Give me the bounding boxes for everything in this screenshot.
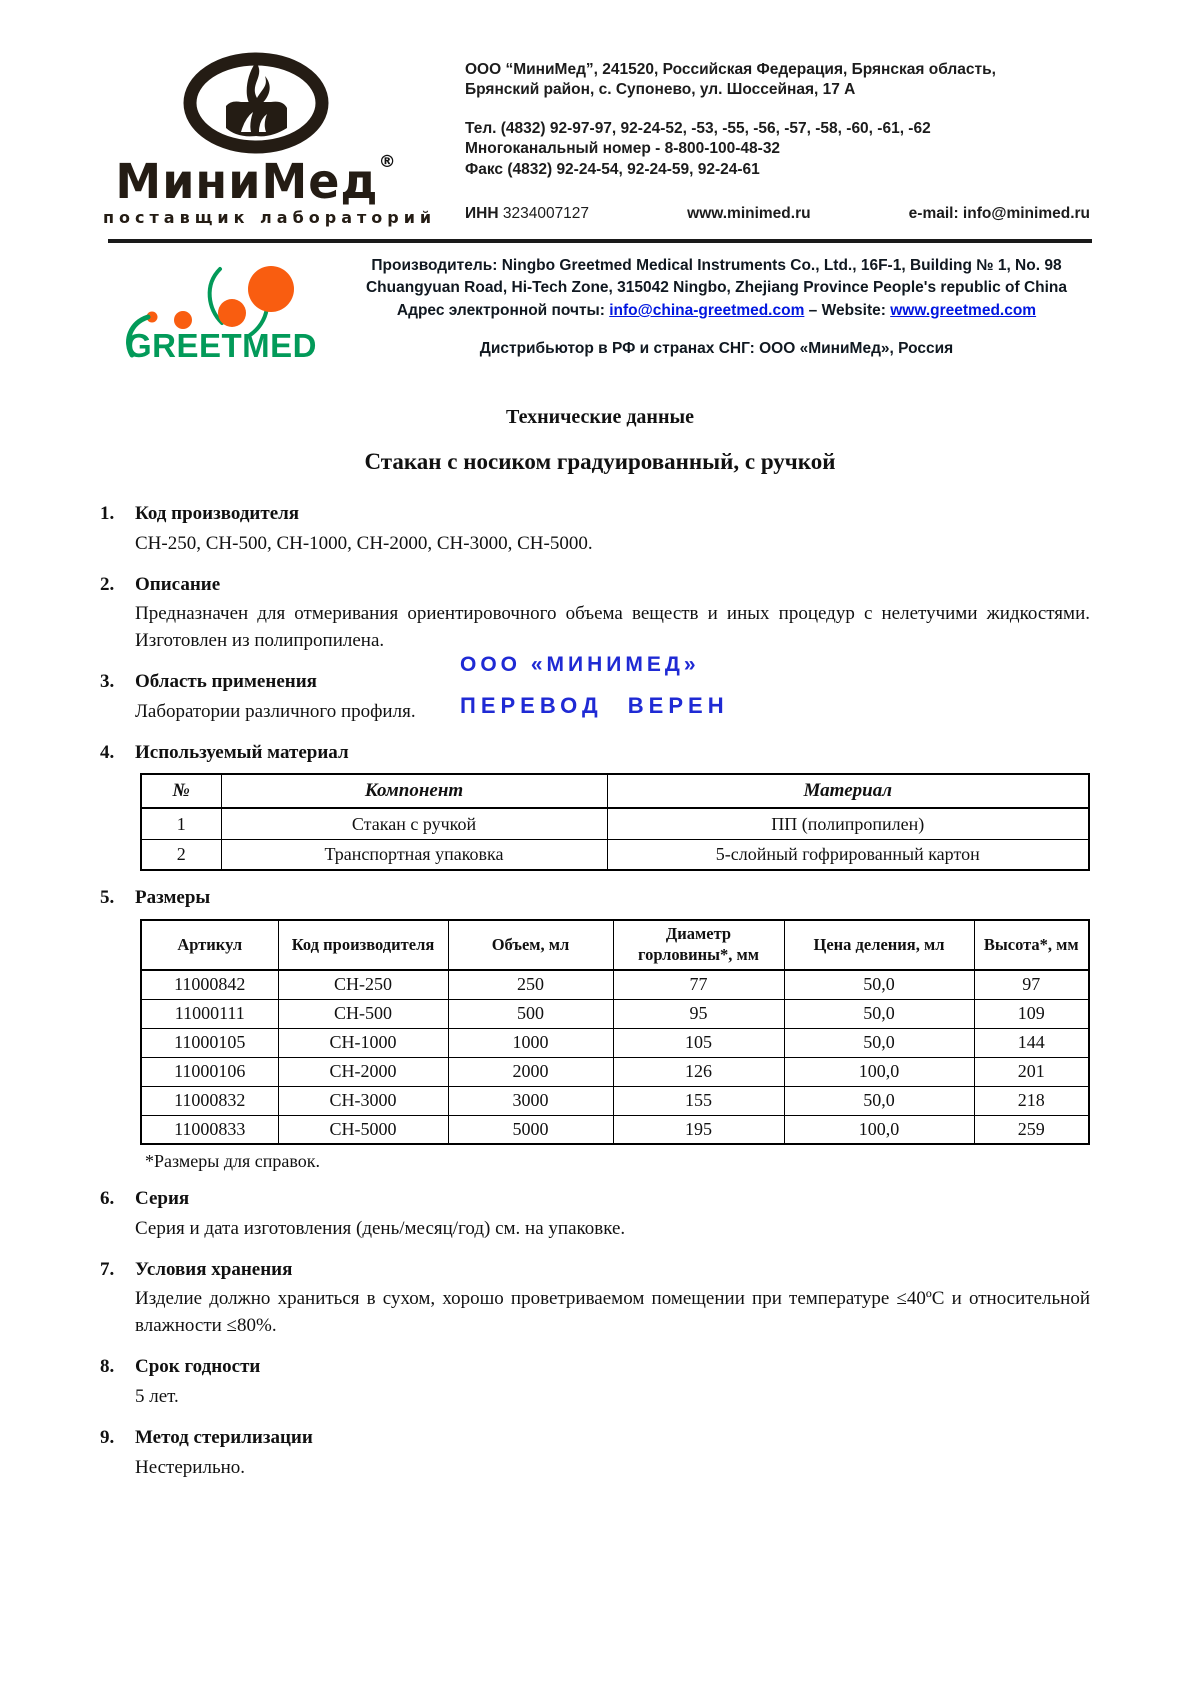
cell: 126 [613, 1057, 784, 1086]
minimed-flame-logo-icon [171, 48, 341, 158]
address-line-1: ООО “МиниМед”, 241520, Российская Федерация, Брянская область, [465, 61, 996, 78]
minimed-brand [103, 48, 437, 227]
section-number: 3. [100, 671, 115, 693]
section-title: Размеры [135, 887, 211, 909]
table-row [141, 1057, 1089, 1086]
cell: СН-250 [278, 970, 448, 999]
manufacturer-line-3 [343, 300, 1090, 322]
cell: 11000832 [141, 1086, 278, 1115]
materials-header-num: № [141, 774, 221, 808]
email-label: Адрес электронной почты: [396, 301, 610, 319]
section-title: Срок годности [135, 1356, 261, 1378]
email-text: e-mail: info@minimed.ru [908, 205, 1090, 223]
section-body: Серия и дата изготовления (день/месяц/год) см. на упаковке. [135, 1217, 626, 1239]
section-number: 5. [100, 887, 115, 909]
cell: 11000111 [141, 999, 278, 1028]
cell: СН-500 [278, 999, 448, 1028]
cell: 11000105 [141, 1028, 278, 1057]
cell: 218 [974, 1086, 1089, 1115]
manufacturer-info [343, 251, 1090, 361]
cell: 1000 [448, 1028, 613, 1057]
phone-line-2: Многоканальный номер - 8-800-100-48-32 [465, 140, 781, 158]
manufacturer-email-link[interactable]: info@china-greetmed.com [609, 301, 805, 319]
distributor-line: Дистрибьютор в РФ и странах СНГ: ООО «МиниМед», Россия [479, 340, 954, 358]
sizes-header-height: Высота*, мм [974, 920, 1089, 970]
manufacturer-band [0, 243, 1200, 370]
section-materials [100, 740, 1090, 872]
cell: 11000106 [141, 1057, 278, 1086]
svg-text:GREETMED: GREETMED [126, 327, 318, 364]
dimensions-table [140, 919, 1090, 1145]
section-manufacturer-code [100, 501, 1090, 558]
section-number: 7. [100, 1258, 115, 1280]
cell: Транспортная упаковка [221, 839, 607, 870]
address-line-2: Брянский район, с. Супонево, ул. Шоссейная, 17 А [465, 81, 856, 99]
brand-tagline: поставщик лабораторий [103, 208, 437, 227]
cell: 95 [613, 999, 784, 1028]
manufacturer-line-1: Производитель: Ningbo Greetmed Medical Instruments Co., Ltd., 16F-1, Building № 1, No. 98 [371, 257, 1062, 274]
section-body: 5 лет. [135, 1385, 179, 1407]
cell: ПП (полипропилен) [607, 808, 1089, 839]
letterhead [0, 0, 1200, 227]
table-row [141, 970, 1089, 999]
cell: 109 [974, 999, 1089, 1028]
section-number: 1. [100, 503, 115, 524]
section-number: 6. [100, 1188, 115, 1210]
cell: 100,0 [784, 1115, 974, 1144]
materials-table [140, 773, 1090, 871]
section-shelf-life [100, 1354, 1090, 1411]
table-row [141, 839, 1089, 870]
section-body: Лаборатории различного профиля. [135, 700, 416, 722]
greetmed-logo-icon [108, 257, 338, 365]
cell: 3000 [448, 1086, 613, 1115]
section-sterilization-method [100, 1425, 1090, 1482]
section-body: СН-250, СН-500, СН-1000, СН-2000, СН-3000, СН-5000. [135, 532, 593, 554]
table-row [141, 808, 1089, 839]
cell: 11000833 [141, 1115, 278, 1144]
section-title: Область применения [135, 671, 317, 693]
cell: 2000 [448, 1057, 613, 1086]
cell: Стакан с ручкой [221, 808, 607, 839]
section-number: 8. [100, 1356, 115, 1378]
sizes-header-graduation: Цена деления, мл [784, 920, 974, 970]
cell: 250 [448, 970, 613, 999]
section-number: 4. [100, 741, 115, 763]
cell: СН-1000 [278, 1028, 448, 1057]
table-footnote: *Размеры для справок. [145, 1151, 320, 1172]
table-row [141, 1115, 1089, 1144]
brand-name: МиниМед [115, 152, 379, 210]
cell: 50,0 [784, 1086, 974, 1115]
inn: ИНН 3234007127 [465, 205, 590, 223]
sizes-header-volume: Объем, мл [448, 920, 613, 970]
document-title: Технические данные [506, 406, 694, 428]
cell: 5-слойный гофрированный картон [607, 839, 1089, 870]
section-dimensions [100, 885, 1090, 1172]
phone-line-3: Факс (4832) 92-24-54, 92-24-59, 92-24-61 [465, 160, 760, 178]
section-title: Код производителя [135, 503, 300, 524]
cell: 97 [974, 970, 1089, 999]
section-body: Предназначен для отмеривания ориентировочного объема веществ и иных процедур с нелетучими жидкостями. Изготовлен из полипропилена. [135, 603, 1090, 652]
table-row [141, 999, 1089, 1028]
cell: 50,0 [784, 970, 974, 999]
section-title: Метод стерилизации [135, 1426, 313, 1448]
document-body [0, 501, 1200, 1481]
phone-line-1: Тел. (4832) 92-97-97, 92-24-52, -53, -55, -56, -57, -58, -60, -61, -62 [465, 119, 931, 137]
section-storage-conditions [100, 1257, 1090, 1341]
manufacturer-website-link[interactable]: www.greetmed.com [890, 301, 1037, 319]
cell: 77 [613, 970, 784, 999]
cell: СН-2000 [278, 1057, 448, 1086]
materials-header-material: Материал [607, 774, 1089, 808]
cell: 144 [974, 1028, 1089, 1057]
cell: СН-3000 [278, 1086, 448, 1115]
section-number: 2. [100, 573, 115, 595]
table-row [141, 1028, 1089, 1057]
section-application-area [100, 669, 1090, 726]
section-body: Изделие должно храниться в сухом, хорошо проветриваемом помещении при температуре ≤40ºС и относительной влажности ≤80%. [135, 1288, 1090, 1337]
website-separator: – Website: [804, 301, 891, 319]
product-title: Стакан с носиком градуированный, с ручкой [364, 449, 836, 474]
section-title: Условия хранения [135, 1258, 293, 1280]
cell: СН-5000 [278, 1115, 448, 1144]
company-contacts [465, 48, 1090, 225]
cell: 100,0 [784, 1057, 974, 1086]
cell: 155 [613, 1086, 784, 1115]
cell: 259 [974, 1115, 1089, 1144]
section-description [100, 572, 1090, 656]
section-series [100, 1186, 1090, 1243]
cell: 195 [613, 1115, 784, 1144]
registered-mark: ® [378, 152, 396, 172]
website-text: www.minimed.ru [687, 205, 811, 223]
sizes-header-code: Код производителя [278, 920, 448, 970]
cell: 105 [613, 1028, 784, 1057]
section-title: Серия [135, 1188, 190, 1210]
table-row [141, 1086, 1089, 1115]
cell: 2 [141, 839, 221, 870]
cell: 5000 [448, 1115, 613, 1144]
section-title: Описание [135, 573, 221, 595]
cell: 50,0 [784, 999, 974, 1028]
section-number: 9. [100, 1426, 115, 1448]
sizes-header-neck-diameter: Диаметр горловины*, мм [613, 920, 784, 970]
cell: 500 [448, 999, 613, 1028]
section-title: Используемый материал [135, 741, 349, 763]
stamp-verified: ПЕРЕВОД ВЕРЕН [460, 693, 729, 718]
section-body: Нестерильно. [135, 1456, 246, 1478]
greetmed-logo [108, 251, 343, 370]
cell: 11000842 [141, 970, 278, 999]
sizes-header-article: Артикул [141, 920, 278, 970]
cell: 1 [141, 808, 221, 839]
stamp-company: ООО «МИНИМЕД» [460, 653, 700, 676]
cell: 201 [974, 1057, 1089, 1086]
cell: 50,0 [784, 1028, 974, 1057]
materials-header-component: Компонент [221, 774, 607, 808]
manufacturer-line-2: Chuangyuan Road, Hi-Tech Zone, 315042 Ningbo, Zhejiang Province People's republic of China [365, 279, 1067, 297]
